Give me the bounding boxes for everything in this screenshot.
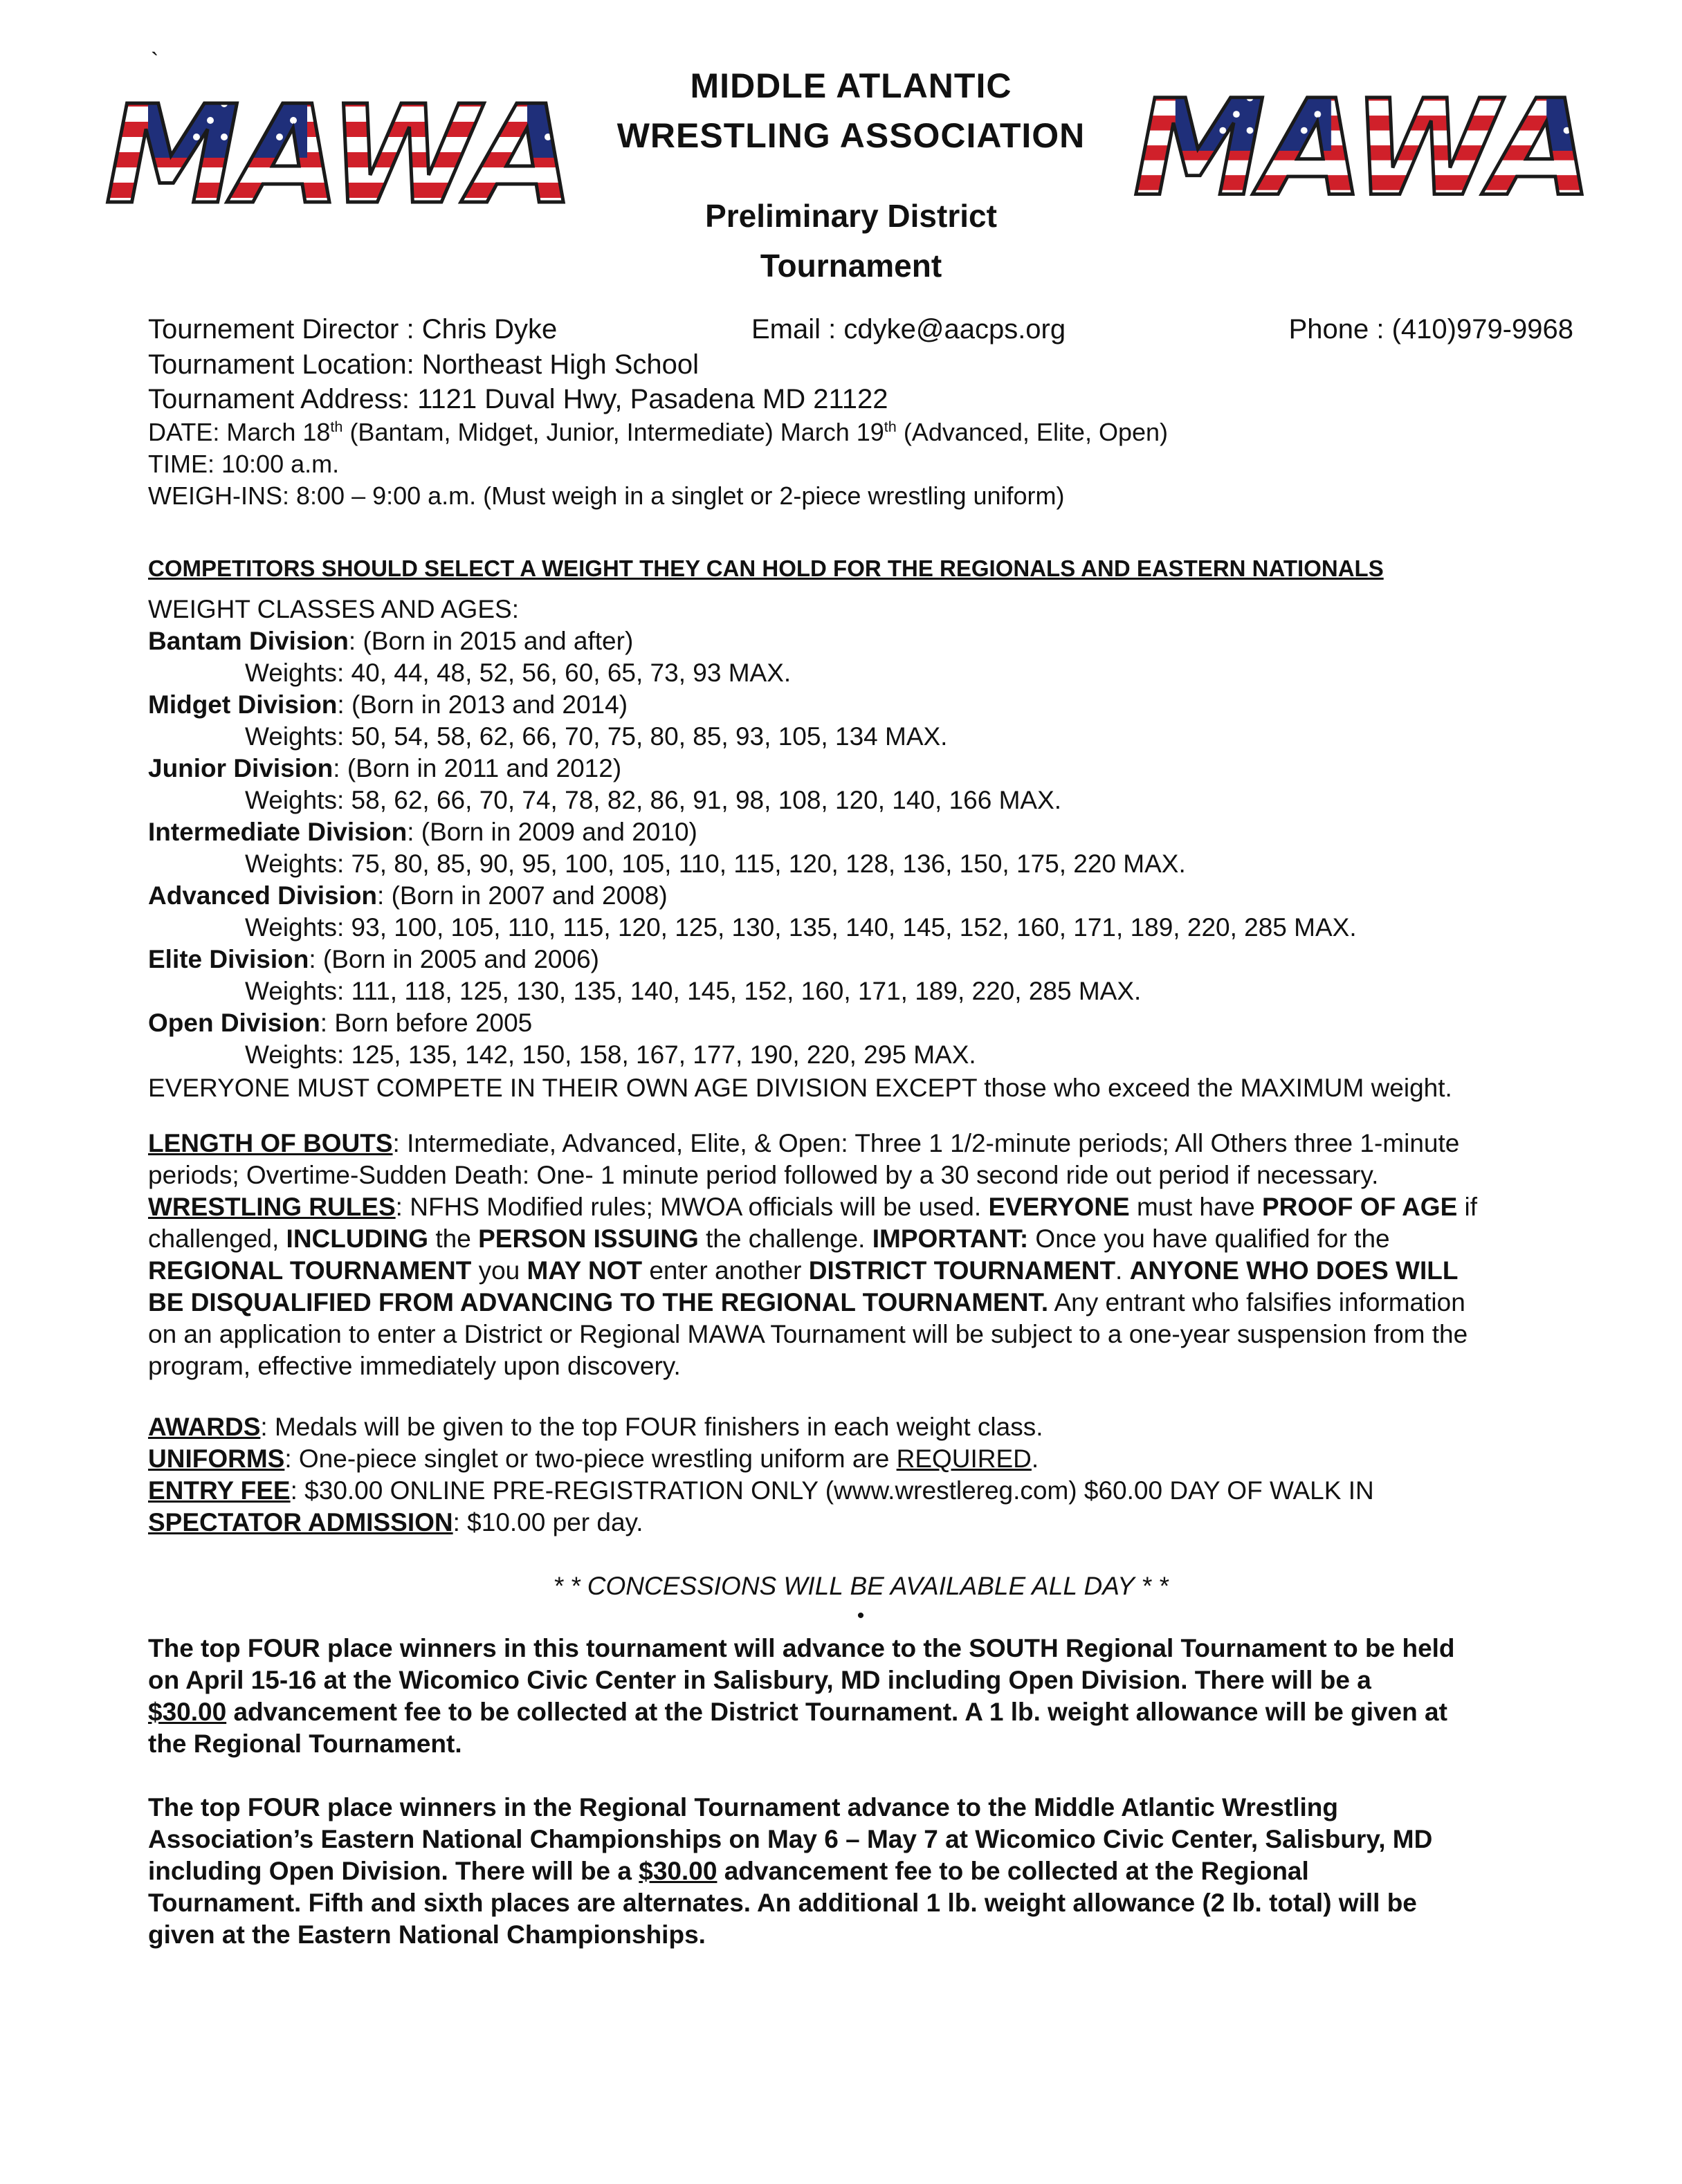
rules-line: BE DISQUALIFIED FROM ADVANCING TO THE REGIONAL TOURNAMENT. Any entrant who falsifies information bbox=[148, 1288, 1465, 1316]
regional-line: $30.00 advancement fee to be collected at the District Tournament. A 1 lb. weight allowance will be given at bbox=[148, 1698, 1447, 1726]
division-title: Elite Division: (Born in 2005 and 2006) bbox=[148, 945, 599, 973]
weight-classes-section bbox=[148, 553, 1573, 1104]
rules-line: program, effective immediately upon discovery. bbox=[148, 1352, 681, 1380]
division-title: Bantam Division: (Born in 2015 and after) bbox=[148, 627, 634, 655]
bullet-dot: • bbox=[857, 1604, 865, 1627]
tournament-info bbox=[148, 311, 1573, 512]
awards-line: AWARDS: Medals will be given to the top FOUR finishers in each weight class. bbox=[148, 1413, 1043, 1441]
rules-line: REGIONAL TOURNAMENT you MAY NOT enter another DISTRICT TOURNAMENT. ANYONE WHO DOES WILL bbox=[148, 1256, 1459, 1285]
division-weights: Weights: 40, 44, 48, 52, 56, 60, 65, 73, 93 MAX. bbox=[245, 659, 792, 687]
division-weights: Weights: 125, 135, 142, 150, 158, 167, 177, 190, 220, 295 MAX. bbox=[245, 1040, 976, 1069]
awards-section bbox=[148, 1411, 1573, 1539]
nationals-paragraph bbox=[148, 1792, 1573, 1951]
division-weights: Weights: 93, 100, 105, 110, 115, 120, 125, 130, 135, 140, 145, 152, 160, 171, 189, 220, 285 MAX. bbox=[245, 913, 1357, 942]
division-title: Junior Division: (Born in 2011 and 2012) bbox=[148, 754, 622, 782]
nationals-line: Association’s Eastern National Championships on May 6 – May 7 at Wicomico Civic Center, Salisbury, MD bbox=[148, 1825, 1433, 1853]
division-title: Midget Division: (Born in 2013 and 2014) bbox=[148, 690, 628, 719]
mawa-logo-right bbox=[1133, 71, 1589, 226]
concessions-line: * * CONCESSIONS WILL BE AVAILABLE ALL DAY * * bbox=[553, 1572, 1169, 1600]
director: Tournement Director : Chris Dyke bbox=[148, 314, 558, 345]
mawa-logo-left bbox=[104, 77, 571, 235]
rules-line: LENGTH OF BOUTS: Intermediate, Advanced, Elite, & Open: Three 1 1/2-minute periods; All Others three 1-minute bbox=[148, 1129, 1460, 1157]
spectator-line: SPECTATOR ADMISSION: $10.00 per day. bbox=[148, 1508, 643, 1536]
division-weights: Weights: 75, 80, 85, 90, 95, 100, 105, 110, 115, 120, 128, 136, 150, 175, 220 MAX. bbox=[245, 850, 1186, 878]
time-line: TIME: 10:00 a.m. bbox=[148, 450, 340, 478]
stray-backtick: ` bbox=[151, 48, 159, 75]
subtitle-line-2: Tournament bbox=[760, 248, 942, 284]
nationals-line: Tournament. Fifth and sixth places are alternates. An additional 1 lb. weight allowance (2 lb. total) will be bbox=[148, 1889, 1417, 1917]
competitors-heading: COMPETITORS SHOULD SELECT A WEIGHT THEY CAN HOLD FOR THE REGIONALS AND EASTERN NATIONALS bbox=[148, 556, 1384, 581]
regional-paragraph bbox=[148, 1633, 1573, 1760]
rules-paragraph bbox=[148, 1128, 1573, 1382]
everyone-line: EVERYONE MUST COMPETE IN THEIR OWN AGE DIVISION EXCEPT those who exceed the MAXIMUM weight. bbox=[148, 1074, 1452, 1102]
address: Tournament Address: 1121 Duval Hwy, Pasadena MD 21122 bbox=[148, 384, 888, 414]
division-title: Open Division: Born before 2005 bbox=[148, 1009, 533, 1037]
phone: Phone : (410)979-9968 bbox=[1288, 314, 1573, 345]
svg-text:MAWA: MAWA bbox=[104, 77, 571, 235]
nationals-line: including Open Division. There will be a $30.00 advancement fee to be collected at the Regional bbox=[148, 1857, 1309, 1885]
rules-line: on an application to enter a District or Regional MAWA Tournament will be subject to a one-year suspension from the bbox=[148, 1320, 1468, 1348]
weigh-ins-line: WEIGH-INS: 8:00 – 9:00 a.m. (Must weigh in a singlet or 2-piece wrestling uniform) bbox=[148, 481, 1065, 510]
regional-line: The top FOUR place winners in this tournament will advance to the SOUTH Regional Tournament to be held bbox=[148, 1634, 1455, 1662]
location: Tournament Location: Northeast High School bbox=[148, 349, 700, 380]
division-list bbox=[148, 625, 1573, 1071]
division-title: Intermediate Division: (Born in 2009 and 2010) bbox=[148, 818, 697, 846]
rules-line: challenged, INCLUDING the PERSON ISSUING the challenge. IMPORTANT: Once you have qualified for the bbox=[148, 1224, 1390, 1253]
nationals-line: The top FOUR place winners in the Regional Tournament advance to the Middle Atlantic Wrestling bbox=[148, 1793, 1338, 1821]
uniforms-line: UNIFORMS: One-piece singlet or two-piece wrestling uniform are REQUIRED. bbox=[148, 1444, 1039, 1473]
title-line-2: WRESTLING ASSOCIATION bbox=[616, 116, 1086, 155]
division-weights: Weights: 111, 118, 125, 130, 135, 140, 145, 152, 160, 171, 189, 220, 285 MAX. bbox=[245, 977, 1142, 1005]
regional-line: on April 15-16 at the Wicomico Civic Center in Salisbury, MD including Open Division. There will be a bbox=[148, 1666, 1371, 1694]
subtitle-line-1: Preliminary District bbox=[705, 198, 997, 234]
rules-line: periods; Overtime-Sudden Death: One- 1 minute period followed by a 30 second ride out period if necessary. bbox=[148, 1161, 1379, 1189]
svg-text:MAWA: MAWA bbox=[1133, 71, 1589, 226]
division-weights: Weights: 50, 54, 58, 62, 66, 70, 75, 80, 85, 93, 105, 134 MAX. bbox=[245, 722, 948, 751]
division-title: Advanced Division: (Born in 2007 and 2008) bbox=[148, 881, 668, 910]
rules-line: WRESTLING RULES: NFHS Modified rules; MWOA officials will be used. EVERYONE must have PROOF OF AGE if bbox=[148, 1193, 1478, 1221]
contact-row bbox=[148, 311, 1573, 347]
entry-fee-line: ENTRY FEE: $30.00 ONLINE PRE-REGISTRATION ONLY (www.wrestlereg.com) $60.00 DAY OF WALK IN bbox=[148, 1476, 1374, 1505]
division-weights: Weights: 58, 62, 66, 70, 74, 78, 82, 86, 91, 98, 108, 120, 140, 166 MAX. bbox=[245, 786, 1062, 814]
regional-line: the Regional Tournament. bbox=[148, 1729, 462, 1758]
title-block bbox=[512, 61, 1190, 291]
concessions-block bbox=[148, 1570, 1573, 1630]
nationals-line: given at the Eastern National Championships. bbox=[148, 1920, 706, 1949]
title-line-1: MIDDLE ATLANTIC bbox=[690, 66, 1012, 105]
email: Email : cdyke@aacps.org bbox=[751, 314, 1066, 345]
weights-heading: WEIGHT CLASSES AND AGES: bbox=[148, 595, 519, 623]
date-line: DATE: March 18th (Bantam, Midget, Junior, Intermediate) March 19th (Advanced, Elite, Open) bbox=[148, 418, 1169, 446]
